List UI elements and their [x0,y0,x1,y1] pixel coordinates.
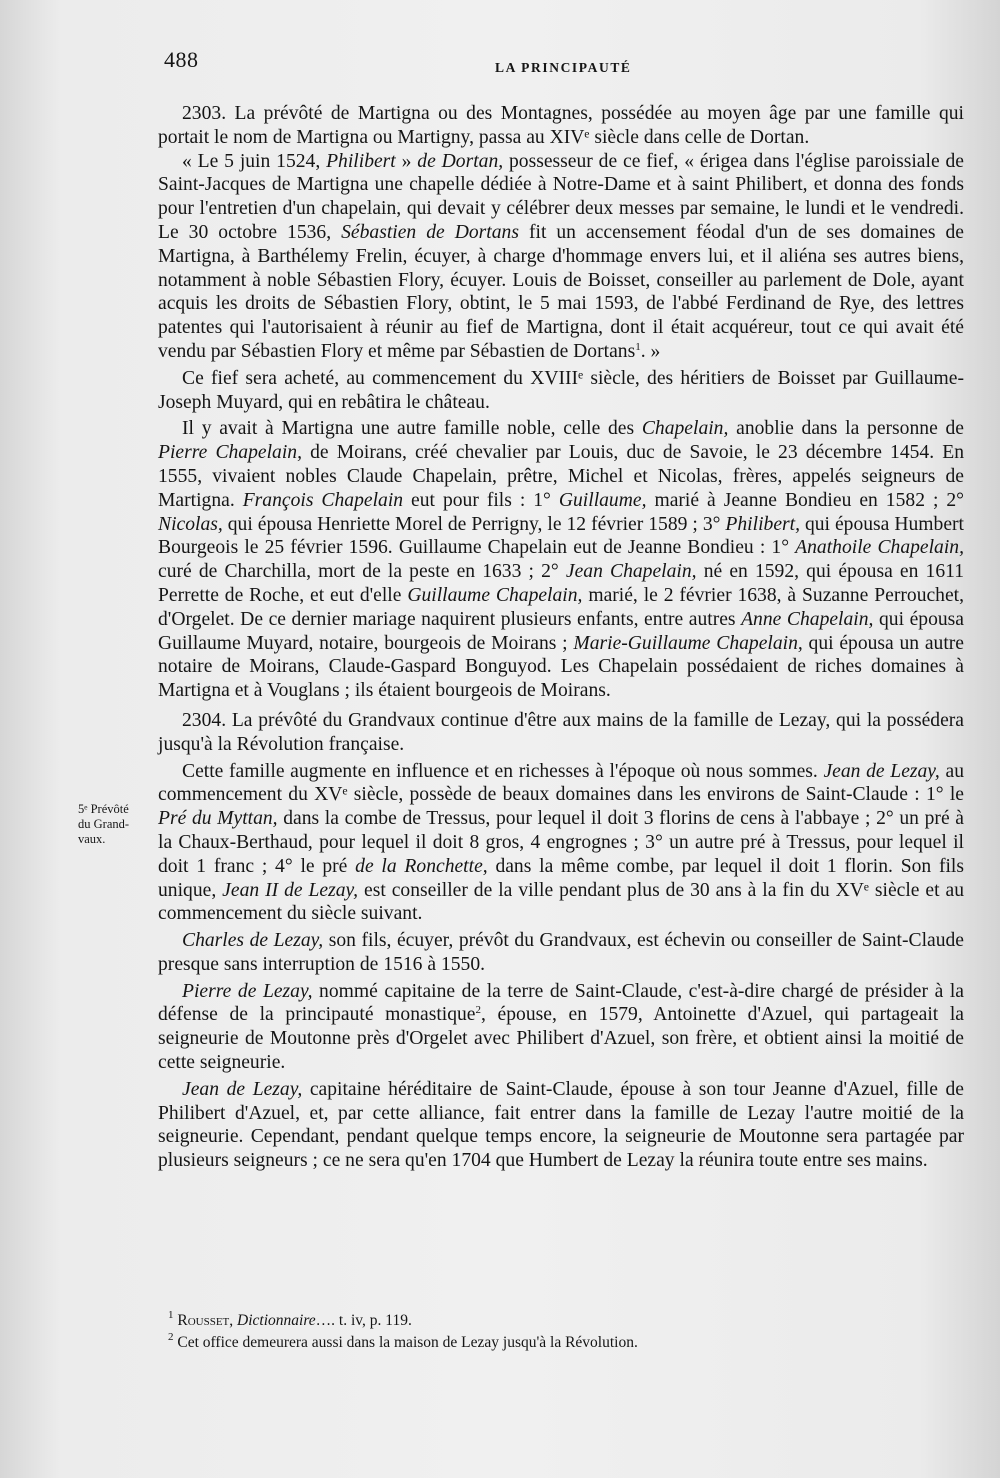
footnote-ref[interactable]: 1 [635,340,641,353]
footnote-ref[interactable]: 2 [475,1004,482,1017]
paragraph-lezay-family: Cette famille augmente en influence et en richesses à l'époque où nous sommes. Jean de Lezay, au commencement du XVᵉ siècle, possède de beaux domaines dans les environs de Saint-Claude : 1° le Pré du Myttan, dans la combe de Tressus, pour lequel il doit 3 florins de cens à l'abbaye ; 2° un pré à la Chaux-Berthaud, pour lequel il doit 8 gros, 4 engrognes ; 3° un autre pré à Tressus, pour lequel il doit 1 franc ; 4° le pré de la Ronchette, dans la même combe, par lequel il doit 1 florin. Son fils unique, Jean II de Lezay, est conseiller de la ville pendant plus de 30 ans à la fin du XVᵉ siècle et au commencement du siècle suivant. [158,760,965,925]
footnote-1: $^1$ Rousset, Dictionnaire…. t. iv, p. 119. [168,1309,412,1329]
paragraph-2304: 2304. La prévôté du Grandvaux continue d'être aux mains de la famille de Lezay, qui la possédera jusqu'à la Révolution française. [158,709,964,755]
paragraph-fief-achete: Ce fief sera acheté, au commencement du XVIIIᵉ siècle, des héritiers de Boisset par Guillaume-Joseph Muyard, qui en rebâtira le château. [158,367,964,413]
paragraph-jean-de-lezay: Jean de Lezay, capitaine héréditaire de Saint-Claude, épouse à son tour Jeanne d'Azuel, fille de Philibert d'Azuel, et, par cette alliance, fait entrer dans la famille de Lezay l'autre moitié de la seigneurie. Cependant, pendant quelque temps encore, la seigneurie de Moutonne sera partagée par plusieurs seigneurs ; ce ne sera qu'en 1704 que Humbert de Lezay la réunira toute entre ses mains. [158,1078,964,1172]
page-number: 488 [164,47,199,72]
margin-note-line: 5ᵉ Prévôté [78,802,129,816]
paragraph-dortan-quote: « Le 5 juin 1524, Philibert » de Dortan, possesseur de ce fief, « érigea dans l'église paroissiale de Saint-Jacques de Martigna une chapelle dédiée à Notre-Dame et à saint Philibert, et donna des fonds pour l'entretien d'un chapelain, qui devait y célébrer deux messes par semaine, le lundi et le vendredi. Le 30 octobre 1536, Sébastien de Dortans fit un accensement féodal d'un de ses domaines de Martigna, à Barthélemy Frelin, écuyer, à charge d'hommage envers lui, et il aliéna ses autres biens, notamment à noble Sébastien Flory, écuyer. Louis de Boisset, conseiller au parlement de Dole, ayant acquis les droits de Sébastien Flory, obtint, le 5 mai 1593, de l'abbé Ferdinand de Rye, des lettres patentes qui l'autorisaient à réunir au fief de Martigna, dont il était acquéreur, tout ce qui avait été vendu par Sébastien Flory et même par Sébastien de Dortans$^1$. » [158,150,964,362]
paragraph-charles-de-lezay: Charles de Lezay, son fils, écuyer, prévôt du Grandvaux, est échevin ou conseiller de Saint-Claude presque sans interruption de 1516 à 1550. [158,930,965,975]
margin-note-prevote-grandvaux [78,802,152,847]
footnotes [168,1310,958,1354]
body-text [158,102,964,1173]
margin-note-line: vaux. [78,832,106,846]
margin-note-line: du Grand- [78,817,130,831]
running-head: LA PRINCIPAUTÉ [495,60,632,75]
paragraph-2303: 2303. La prévôté de Martigna ou des Montagnes, possédée au moyen âge par une famille qui portait le nom de Martigna ou Martigny, passa au XIVᵉ siècle dans celle de Dortan. [158,103,964,148]
footnote-2: $^2$ Cet office demeurera aussi dans la maison de Lezay jusqu'à la Révolution. [168,1331,638,1351]
paragraph-pierre-de-lezay: Pierre de Lezay, nommé capitaine de la terre de Saint-Claude, c'est-à-dire chargé de présider à la défense de la principauté monastique$^2$, épouse, en 1579, Antoinette d'Azuel, qui partageait la seigneurie de Moutonne près d'Orgelet avec Philibert d'Azuel, son frère, et obtient ainsi la moitié de cette seigneurie. [158,980,964,1074]
paragraph-chapelain: Il y avait à Martigna une autre famille noble, celle des Chapelain, anoblie dans la personne de Pierre Chapelain, de Moirans, créé chevalier par Louis, duc de Savoie, le 23 décembre 1454. En 1555, vivaient nobles Claude Chapelain, prêtre, Michel et Nicolas, frères, appelés seigneurs de Martigna. François Chapelain eut pour fils : 1° Guillaume, marié à Jeanne Bondieu en 1582 ; 2° Nicolas, qui épousa Henriette Morel de Perrigny, le 12 février 1589 ; 3° Philibert, qui épousa Humbert Bourgeois le 25 février 1596. Guillaume Chapelain eut de Jeanne Bondieu : 1° Anathoile Chapelain, curé de Charchilla, mort de la peste en 1633 ; 2° Jean Chapelain, né en 1592, qui épousa en 1611 Perrette de Roche, et eut d'elle Guillaume Chapelain, marié, le 2 février 1638, à Suzanne Perrouchet, d'Orgelet. De ce dernier mariage naquirent plusieurs enfants, entre autres Anne Chapelain, qui épousa Guillaume Muyard, notaire, bourgeois de Moirans ; Marie-Guillaume Chapelain, qui épousa un autre notaire de Moirans, Claude-Gaspard Bonguyod. Les Chapelain possédaient de riches domaines à Martigna et à Vouglans ; ils étaient bourgeois de Moirans. [158,418,965,702]
